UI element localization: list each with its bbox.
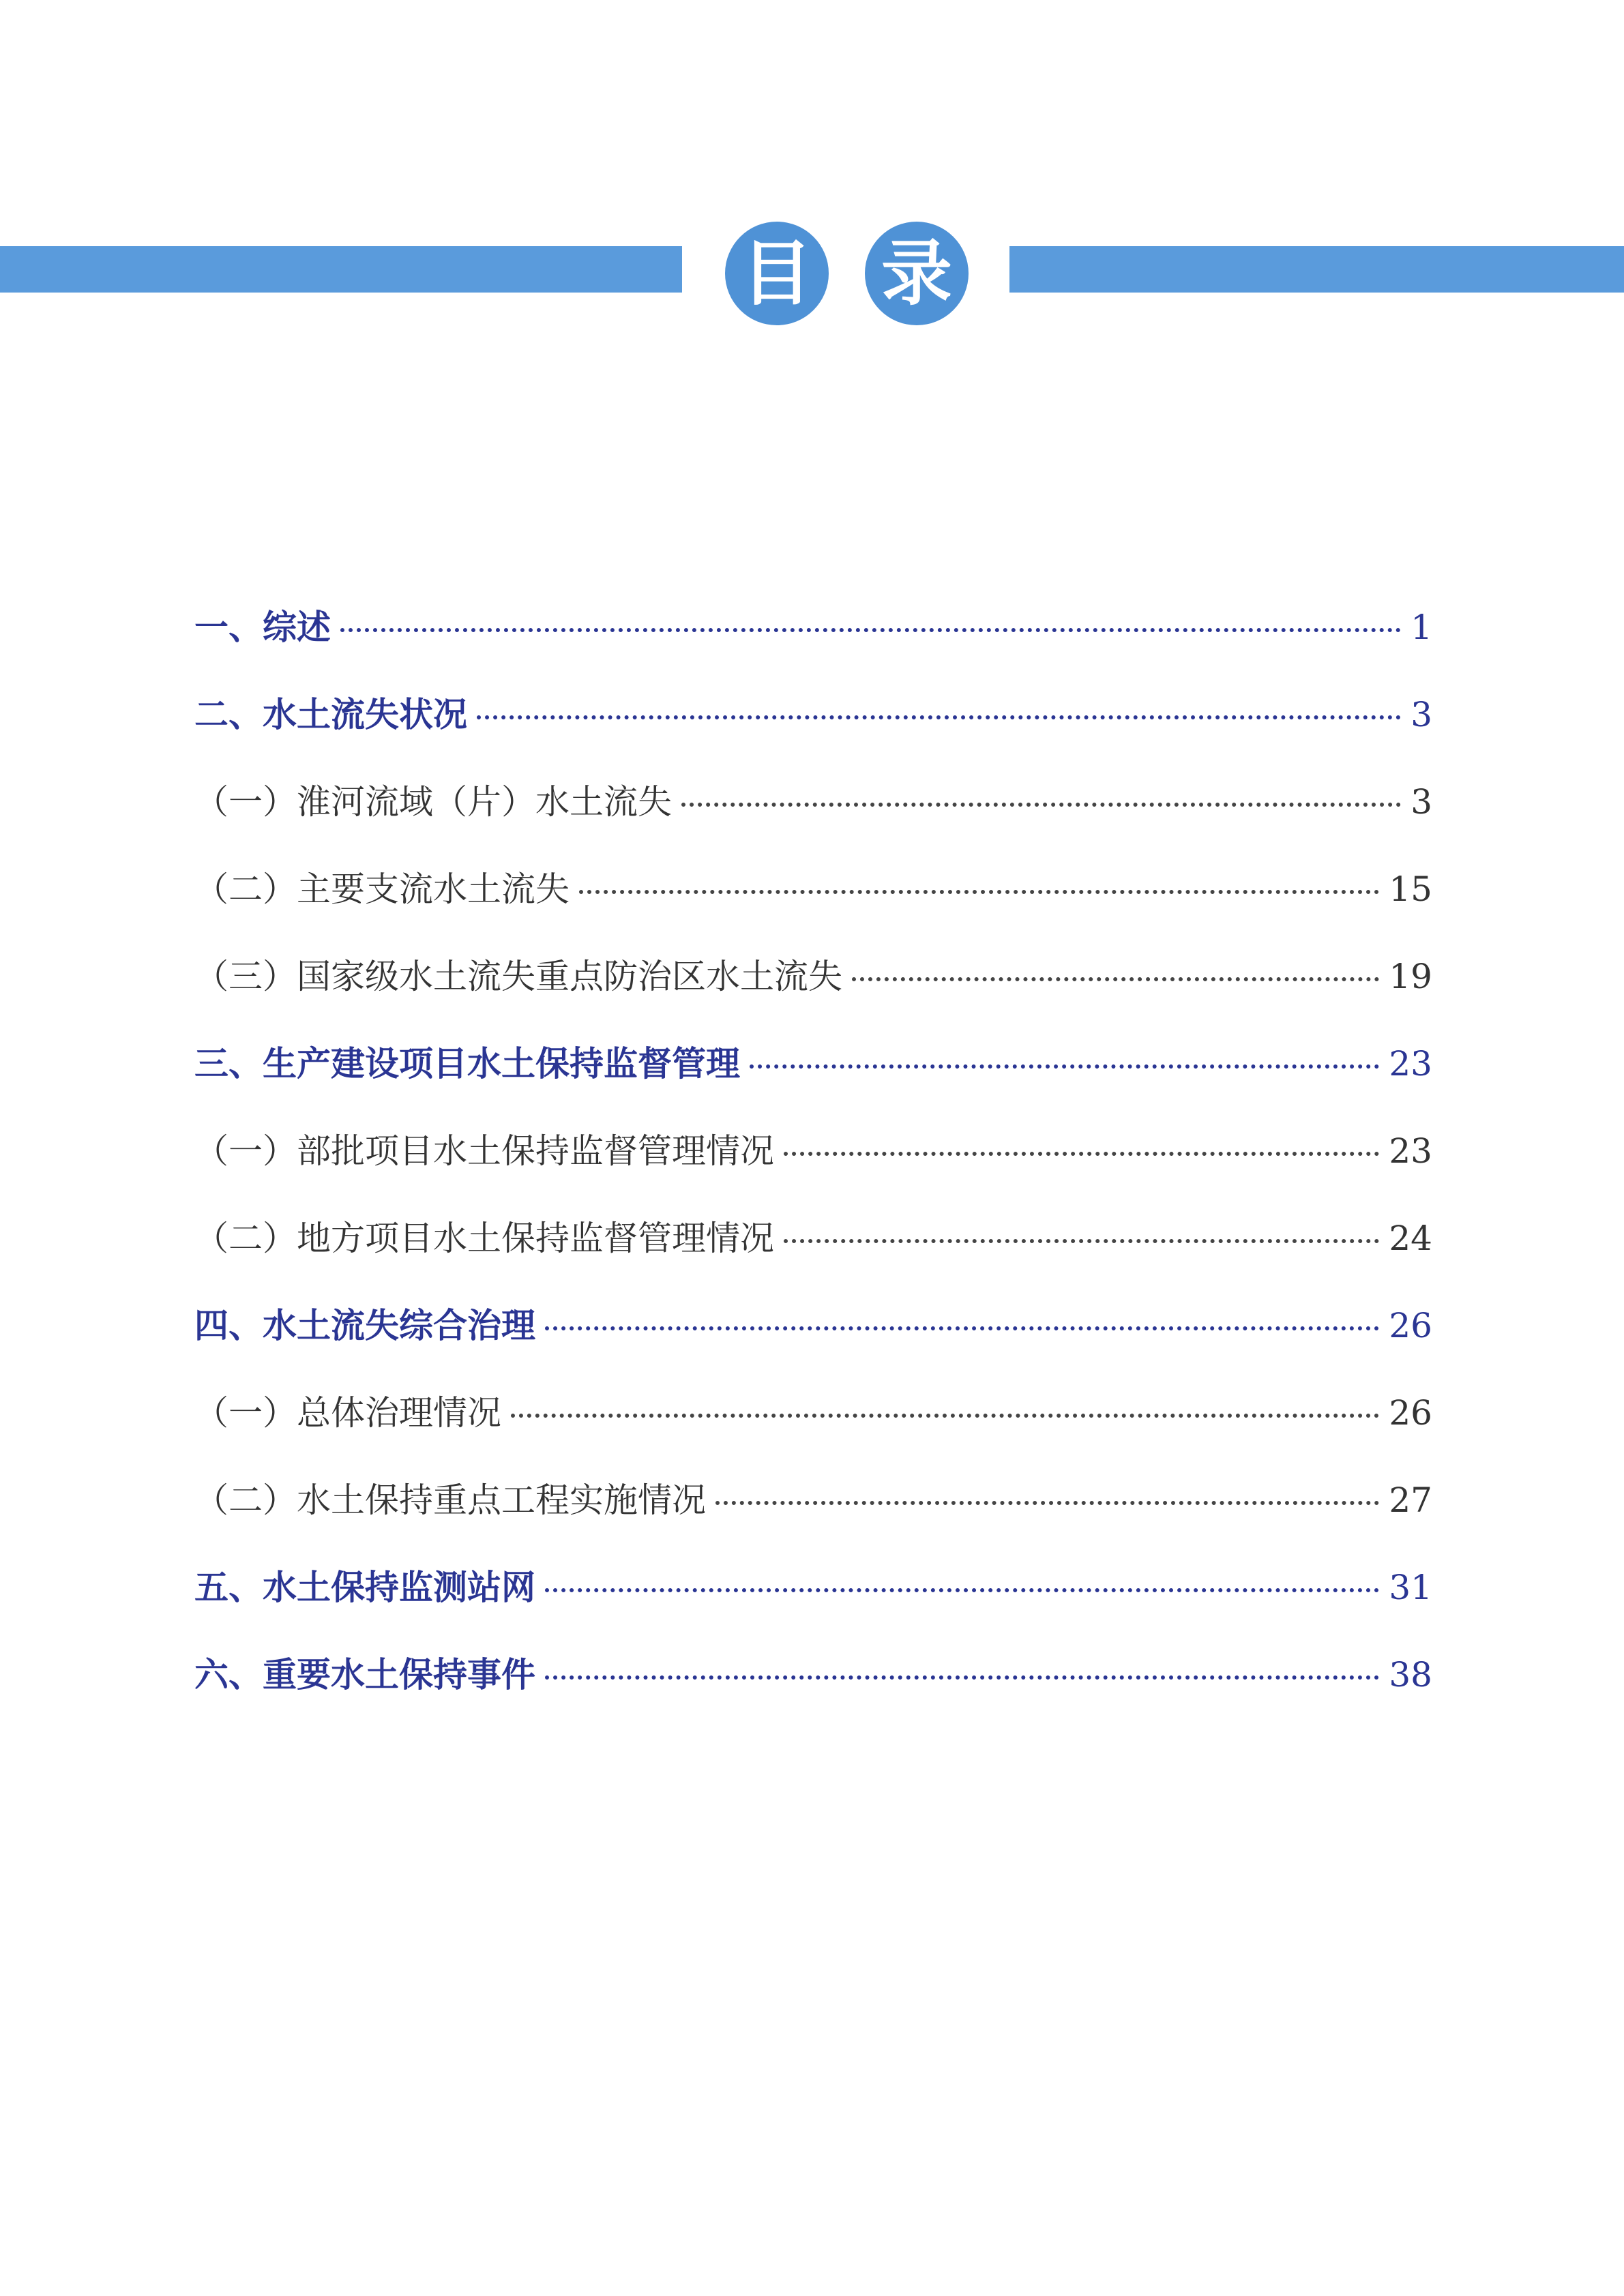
toc-label: 六、重要水土保持事件 — [194, 1655, 535, 1695]
toc-label: 二、水土流失状况 — [194, 695, 467, 734]
toc-entry-chapter-3[interactable] — [194, 1037, 1432, 1124]
toc-leader — [681, 803, 1401, 807]
toc-page-number: 3 — [1411, 782, 1432, 822]
toc-page-number: 27 — [1389, 1480, 1432, 1520]
toc-leader — [784, 1239, 1379, 1243]
toc-leader — [545, 1588, 1379, 1592]
title-char-mu: 目 — [725, 222, 829, 325]
toc-entry-section-4-2[interactable] — [194, 1473, 1432, 1560]
table-of-contents — [194, 600, 1432, 1735]
toc-leader — [545, 1675, 1379, 1680]
toc-leader — [852, 977, 1379, 981]
toc-page-number: 1 — [1411, 608, 1432, 647]
toc-entry-section-4-1[interactable] — [194, 1386, 1432, 1473]
toc-leader — [340, 628, 1401, 632]
toc-entry-section-3-1[interactable] — [194, 1124, 1432, 1211]
toc-label: 五、水土保持监测站网 — [194, 1568, 535, 1607]
toc-page-number: 24 — [1389, 1219, 1432, 1258]
toc-leader — [784, 1152, 1379, 1156]
toc-label: （一）淮河流域（片）水土流失 — [194, 782, 672, 822]
toc-label: 一、综述 — [194, 608, 331, 647]
toc-page-number: 23 — [1389, 1044, 1432, 1084]
toc-page-number: 3 — [1411, 695, 1432, 734]
toc-leader — [477, 715, 1401, 719]
toc-entry-section-2-2[interactable] — [194, 862, 1432, 949]
toc-label: （一）部批项目水土保持监督管理情况 — [194, 1131, 774, 1171]
toc-page-number: 19 — [1389, 957, 1432, 996]
toc-page-number: 23 — [1389, 1131, 1432, 1171]
toc-label: 三、生产建设项目水土保持监督管理 — [194, 1044, 740, 1084]
toc-leader — [545, 1326, 1379, 1330]
header-bar-left — [0, 246, 682, 293]
toc-entry-chapter-2[interactable] — [194, 687, 1432, 775]
toc-label: （一）总体治理情况 — [194, 1393, 501, 1433]
toc-page-number: 26 — [1389, 1306, 1432, 1345]
toc-leader — [579, 890, 1379, 894]
toc-entry-section-3-2[interactable] — [194, 1211, 1432, 1298]
toc-entry-section-2-3[interactable] — [194, 949, 1432, 1037]
toc-entry-chapter-6[interactable] — [194, 1648, 1432, 1735]
toc-label: （二）地方项目水土保持监督管理情况 — [194, 1219, 774, 1258]
toc-page-number: 31 — [1389, 1568, 1432, 1607]
toc-page-number: 38 — [1389, 1655, 1432, 1695]
toc-page-number: 15 — [1389, 869, 1432, 909]
toc-label: （二）主要支流水土流失 — [194, 869, 570, 909]
header-bar-right — [1009, 246, 1624, 293]
toc-leader — [511, 1414, 1379, 1418]
toc-entry-chapter-5[interactable] — [194, 1560, 1432, 1648]
toc-label: （二）水土保持重点工程实施情况 — [194, 1480, 706, 1520]
toc-leader — [715, 1501, 1379, 1505]
toc-leader — [750, 1064, 1379, 1069]
toc-entry-chapter-1[interactable] — [194, 600, 1432, 687]
title-char-lu: 录 — [865, 222, 969, 325]
toc-entry-chapter-4[interactable] — [194, 1298, 1432, 1386]
toc-label: 四、水土流失综合治理 — [194, 1306, 535, 1345]
toc-label: （三）国家级水土流失重点防治区水土流失 — [194, 957, 842, 996]
toc-page-number: 26 — [1389, 1393, 1432, 1433]
toc-entry-section-2-1[interactable] — [194, 775, 1432, 862]
